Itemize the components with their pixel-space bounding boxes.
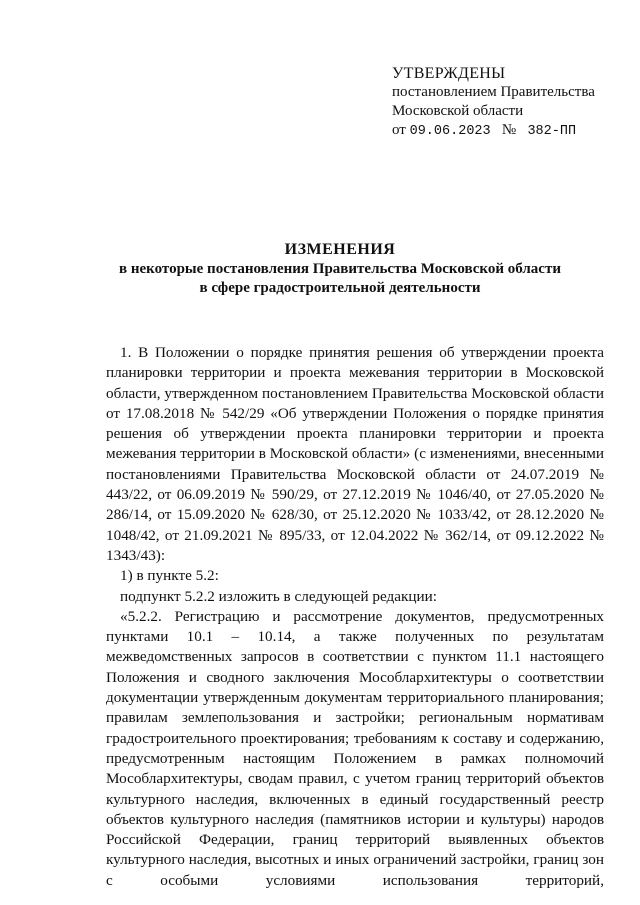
document-title [70, 240, 610, 298]
number-sign: № [501, 122, 517, 138]
date-prefix: от [392, 122, 406, 138]
item-1: 1) в пункте 5.2: [120, 567, 219, 585]
approval-date-line [392, 121, 595, 141]
approval-date: 09.06.2023 [409, 124, 491, 139]
approval-line-1: постановлением Правительства [392, 84, 595, 100]
subitem-5-2-2: подпункт 5.2.2 изложить в следующей редакции: [120, 587, 437, 605]
approval-line-2: Московской области [392, 103, 524, 119]
paragraph-1: 1. В Положении о порядке принятия решения об утверждении проекта планировки территории и проекта межевания территории в Московской области, утвержденном постановлением Правительства Московской области от 17.08.2018 № 542/29 «Об утверждении Положения о порядке принятия решения об утверждении проекта планировки территории и проекта межевания территории в Московской области» (с изменениями, внесенными постановлениями Правительства Московской области от 24.07.2019 № 443/22, от 06.09.2019 № 590/29, от 27.12.2019 № 1046/40, от 27.05.2020 № 286/14, от 15.09.2020 № 628/30, от 25.12.2020 № 1033/42, от 28.12.2020 № 1048/42, от 21.09.2021 № 895/33, от 12.04.2022 № 362/14, от 09.12.2022 № 1343/43): [106, 344, 604, 564]
approval-stamp [392, 64, 595, 141]
title-subtitle-1: в некоторые постановления Правительства Московской области [119, 261, 561, 277]
approval-number: 382-ПП [527, 124, 577, 139]
quoted-text: «5.2.2. Регистрацию и рассмотрение документов, предусмотренных пунктами 10.1 – 10.14, а также полученных по результатам межведомственных запросов в соответствии с пунктом 11.1 настоящего Положения и сводного заключения Мособлархитектуры о соответствии документации утвержденным документам территориального планирования; правилам землепользования и застройки; региональным нормативам градостроительного проектирования; требованиям к составу и содержанию, предусмотренным настоящим Положением в рамках полномочий Мособлархитектуры, сводам правил, с учетом границ территорий объектов культурного наследия, включенных в единый государственный реестр объектов культурного наследия (памятников истории и культуры) народов Российской Федерации, границ территорий выявленных объектов культурного наследия, высотных и иных ограничений застройки, границ зон с особыми условиями использования территорий, [106, 607, 604, 889]
document-body [106, 343, 604, 891]
approval-heading: УТВЕРЖДЕНЫ [392, 65, 506, 82]
title-subtitle-2: в сфере градостроительной деятельности [199, 280, 481, 296]
title-main: ИЗМЕНЕНИЯ [284, 241, 396, 258]
